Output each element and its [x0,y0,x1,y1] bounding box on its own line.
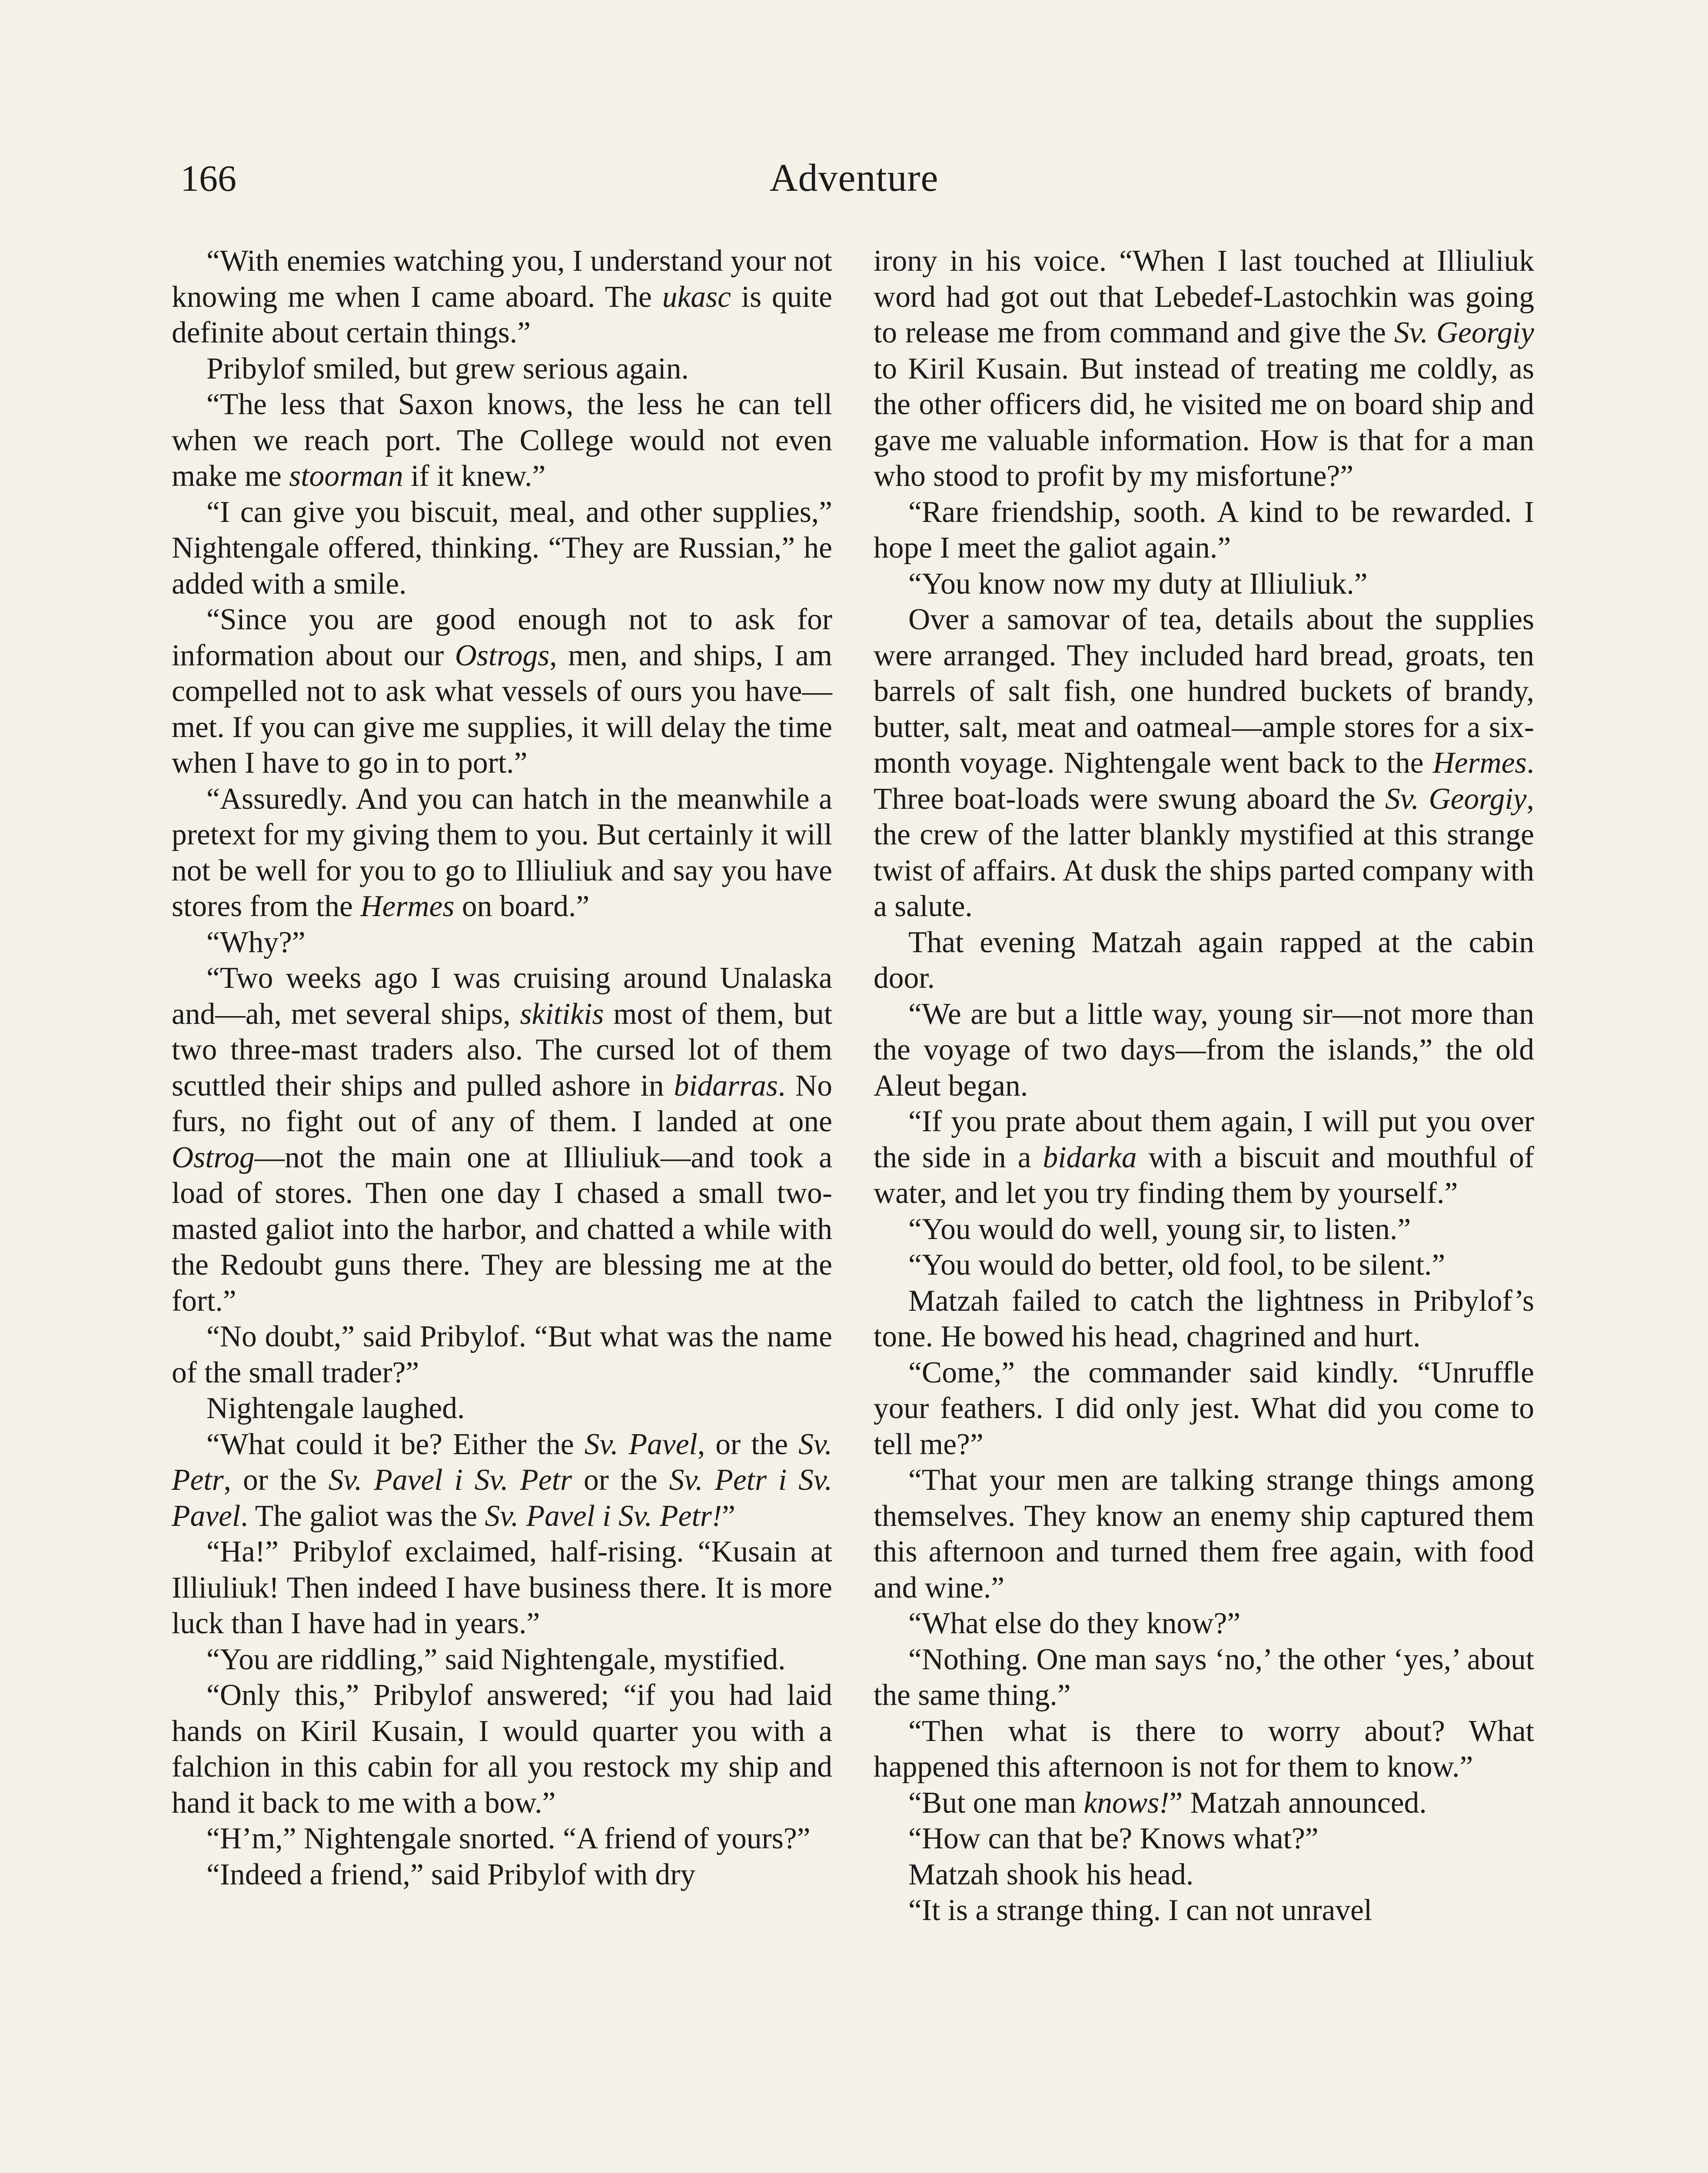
text-column-right [874,243,1534,1929]
paragraph: “Assuredly. And you can hatch in the meanwhile a pretext for my giving them to you. But certainly it will not be well for you to go to Illiuliuk and say you have stores from the Hermes on board.” [172,782,832,923]
paragraph: “Two weeks ago I was cruising around Unalaska and—ah, met several ships, skitikis most of them, but two three-mast traders also. The cursed lot of them scuttled their ships and pulled ashore in bidarras. No furs, no fight out of any of them. I landed at one Ostrog—not the main one at Illiuliuk—and took a load of stores. Then one day I chased a small two-masted galiot into the harbor, and chatted a while with the Redoubt guns there. They are blessing me at the fort.” [172,961,832,1318]
paragraph: Matzah failed to catch the lightness in Pribylof’s tone. He bowed his head, chagrined and hurt. [874,1284,1534,1353]
paragraph: Over a samovar of tea, details about the supplies were arranged. They included hard bread, groats, ten barrels of salt fish, one hundred buckets of brandy, butter, salt, meat and oatmeal—ample stores for a six-month voyage. Nightengale went back to the Hermes. Three boat-loads were swung aboard the Sv. Georgiy, the crew of the latter blankly mystified at this strange twist of affairs. At dusk the ships parted company with a salute. [874,603,1535,923]
paragraph: “With enemies watching you, I understand your not knowing me when I came aboard. The ukasc is quite definite about certain things.” [172,244,832,349]
paragraph: “No doubt,” said Pribylof. “But what was the name of the small trader?” [172,1320,832,1389]
paragraph: “I can give you biscuit, meal, and other supplies,” Nightengale offered, thinking. “They are Russian,” he added with a smile. [172,495,832,601]
paragraph: “What else do they know?” [908,1607,1241,1640]
paragraph: “You are riddling,” said Nightengale, mystified. [206,1642,786,1676]
paragraph: “If you prate about them again, I will put you over the side in a bidarka with a biscuit and mouthful of water, and let you try finding them by yourself.” [874,1105,1534,1210]
paragraph: Nightengale laughed. [206,1392,465,1425]
paragraph: Matzah shook his head. [908,1857,1194,1891]
paragraph: “Then what is there to worry about? What happened this afternoon is not for them to know.” [874,1714,1534,1784]
paragraph: “Why?” [206,925,306,959]
paragraph: “H’m,” Nightengale snorted. “A friend of yours?” [206,1822,811,1855]
paragraph: “You know now my duty at Illiuliuk.” [908,567,1368,601]
paragraph: “Nothing. One man says ‘no,’ the other ‘yes,’ about the same thing.” [874,1642,1534,1712]
paragraph: That evening Matzah again rapped at the cabin door. [874,925,1534,995]
paragraph: “Only this,” Pribylof answered; “if you had laid hands on Kiril Kusain, I would quarter you with a falchion in this cabin for all you restock my ship and hand it back to me with a bow.” [172,1678,832,1820]
paragraph: “Rare friendship, sooth. A kind to be rewarded. I hope I meet the galiot again.” [874,495,1534,565]
paragraph: “That your men are talking strange things among themselves. They know an enemy ship captured them this afternoon and turned them free again, with food and wine.” [874,1463,1534,1605]
paragraph: “Ha!” Pribylof exclaimed, half-rising. “Kusain at Illiuliuk! Then indeed I have business there. It is more luck than I have had in years.” [172,1535,832,1640]
paragraph: “You would do better, old fool, to be silent.” [908,1248,1445,1282]
page-number: 166 [180,157,236,199]
paragraph: “It is a strange thing. I can not unravel [908,1894,1372,1927]
page-header [172,152,1536,204]
paragraph: “What could it be? Either the Sv. Pavel, or the Sv. Petr, or the Sv. Pavel i Sv. Petr or the Sv. Petr i Sv. Pavel. The galiot was the Sv. Pavel i Sv. Petr!” [172,1427,832,1533]
paragraph: “Indeed a friend,” said Pribylof with dry [206,1857,696,1891]
paragraph: irony in his voice. “When I last touched at Illiuliuk word had got out that Lebedef-Lastochkin was going to release me from command and give the Sv. Georgiy to Kiril Kusain. But instead of treating me coldly, as the other officers did, he visited me on board ship and gave me valuable information. How is that for a man who stood to profit by my misfortune?” [874,244,1534,493]
paragraph: “You would do well, young sir, to listen.” [908,1212,1411,1246]
paragraph: Pribylof smiled, but grew serious again. [206,352,689,385]
paragraph: “How can that be? Knows what?” [908,1822,1319,1855]
paragraph: “We are but a little way, young sir—not more than the voyage of two days—from the islands,” the old Aleut began. [874,997,1534,1103]
paragraph: “Since you are good enough not to ask for information about our Ostrogs, men, and ships, I am compelled not to ask what vessels of ours you have—met. If you can give me supplies, it will delay the time when I have to go in to port.” [172,603,832,780]
running-head-title: Adventure [769,156,939,199]
text-column-left [172,243,832,1893]
paragraph: “The less that Saxon knows, the less he can tell when we reach port. The College would not even make me stoorman if it knew.” [172,388,832,493]
paragraph: “Come,” the commander said kindly. “Unruffle your feathers. I did only jest. What did you come to tell me?” [874,1356,1534,1461]
paragraph: “But one man knows!” Matzah announced. [908,1786,1427,1820]
